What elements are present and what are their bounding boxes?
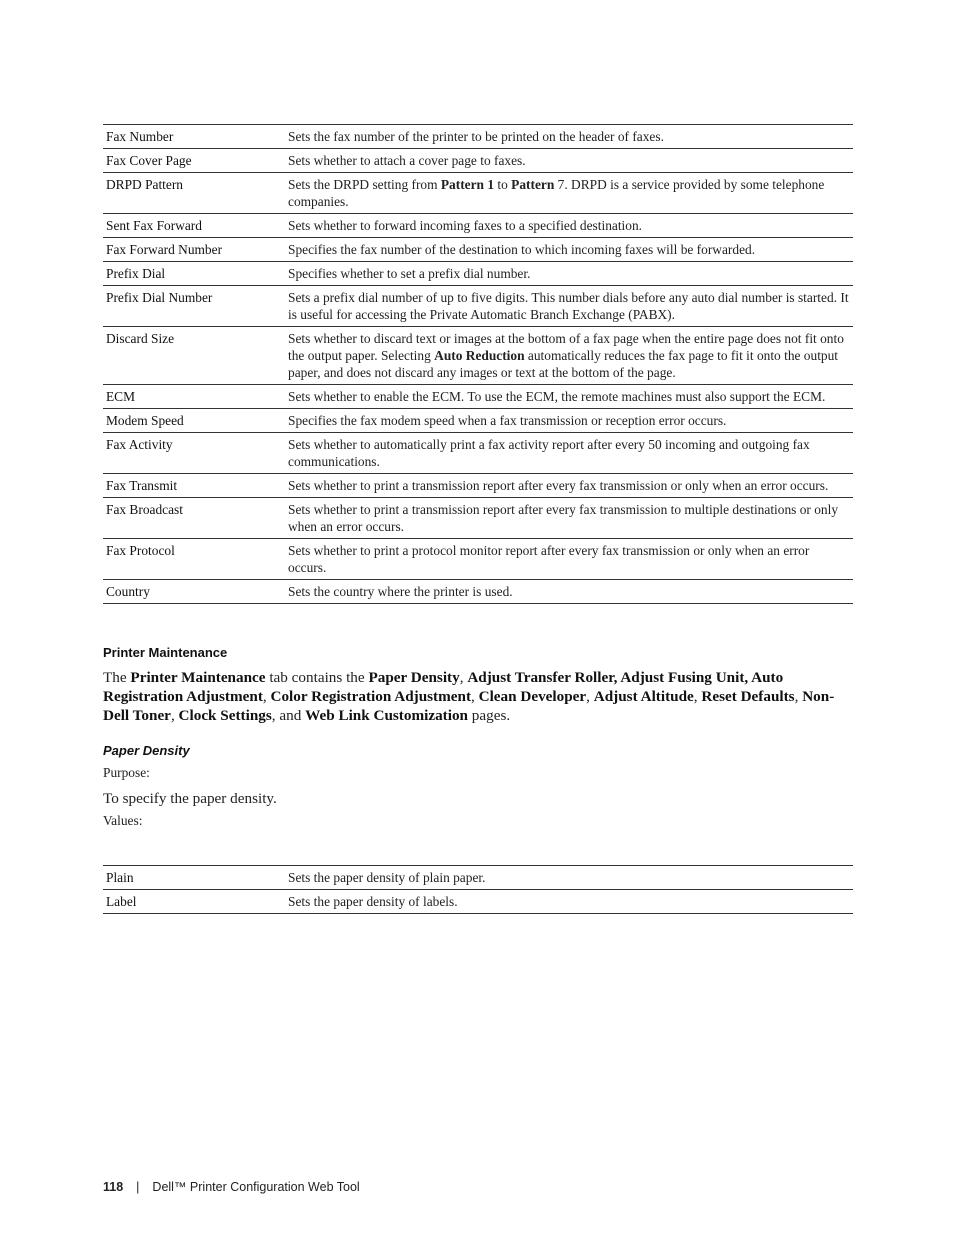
fax-settings-body (103, 125, 853, 604)
paper-density-row (103, 890, 853, 914)
fax-setting-description: Sets whether to enable the ECM. To use the ECM, the remote machines must also support the ECM. (288, 389, 826, 404)
paper-density-label: Plain (106, 870, 134, 885)
fax-setting-label: Discard Size (106, 331, 175, 346)
page-number: 118 (103, 1180, 124, 1194)
fax-setting-label: Fax Forward Number (106, 242, 223, 257)
fax-setting-description: Sets the DRPD setting from Pattern 1 to Pattern 7. DRPD is a service provided by some telephone companies. (288, 177, 825, 209)
fax-setting-label: Sent Fax Forward (106, 218, 202, 233)
fax-setting-description: Sets whether to forward incoming faxes to a specified destination. (288, 218, 643, 233)
page-footer (103, 1180, 360, 1194)
fax-setting-row (103, 539, 853, 580)
fax-setting-row (103, 498, 853, 539)
footer-title: Dell™ Printer Configuration Web Tool (152, 1180, 360, 1194)
paper-density-row (103, 866, 853, 890)
fax-setting-description: Sets whether to discard text or images at the bottom of a fax page when the entire page does not fit onto the output paper. Selecting Auto Reduction automatically reduces the fax page to fit it onto the output paper, and does not discard any images or text at the bottom of the page. (288, 331, 844, 380)
section-heading-printer-maintenance: Printer Maintenance (103, 645, 228, 660)
fax-setting-description: Specifies the fax number of the destination to which incoming faxes will be forwarded. (288, 242, 756, 257)
fax-setting-description: Sets whether to print a transmission report after every fax transmission or only when an error occurs. (288, 478, 829, 493)
fax-setting-label: Fax Number (106, 129, 174, 144)
fax-setting-label: Fax Broadcast (106, 502, 183, 517)
fax-setting-label: Fax Cover Page (106, 153, 192, 168)
fax-setting-row (103, 149, 853, 173)
fax-setting-row (103, 262, 853, 286)
fax-setting-label: Fax Activity (106, 437, 173, 452)
fax-setting-label: Prefix Dial Number (106, 290, 213, 305)
subsection-heading-paper-density: Paper Density (103, 743, 190, 758)
fax-setting-row (103, 125, 853, 149)
fax-settings-table (103, 124, 853, 604)
fax-setting-label: Fax Transmit (106, 478, 178, 493)
fax-setting-row (103, 238, 853, 262)
fax-setting-row (103, 214, 853, 238)
paper-density-label: Label (106, 894, 137, 909)
fax-setting-row (103, 173, 853, 214)
fax-setting-row (103, 580, 853, 604)
fax-setting-label: Modem Speed (106, 413, 184, 428)
fax-setting-description: Sets a prefix dial number of up to five digits. This number dials before any auto dial number is started. It is useful for accessing the Private Automatic Branch Exchange (PABX). (288, 290, 849, 322)
paper-density-table (103, 865, 853, 914)
fax-setting-description: Sets whether to print a protocol monitor report after every fax transmission or only when an error occurs. (288, 543, 810, 575)
paper-density-body (103, 866, 853, 914)
fax-setting-label: Prefix Dial (106, 266, 166, 281)
fax-setting-description: Sets whether to automatically print a fax activity report after every 50 incoming and outgoing fax communications. (288, 437, 810, 469)
fax-setting-row (103, 474, 853, 498)
fax-setting-row (103, 327, 853, 385)
paper-density-description: Sets the paper density of labels. (288, 894, 458, 909)
fax-setting-description: Specifies the fax modem speed when a fax transmission or reception error occurs. (288, 413, 727, 428)
footer-separator: | (136, 1180, 140, 1194)
purpose-label: Purpose: (103, 765, 150, 780)
fax-setting-label: Country (106, 584, 150, 599)
fax-setting-row (103, 409, 853, 433)
fax-setting-description: Sets whether to attach a cover page to faxes. (288, 153, 526, 168)
fax-setting-row (103, 385, 853, 409)
fax-setting-description: Sets the country where the printer is used. (288, 584, 513, 599)
paper-density-description: Sets the paper density of plain paper. (288, 870, 486, 885)
fax-setting-label: ECM (106, 389, 136, 404)
fax-setting-description: Specifies whether to set a prefix dial number. (288, 266, 531, 281)
printer-maintenance-intro: The Printer Maintenance tab contains the Paper Density, Adjust Transfer Roller, Adjust Fusing Unit, Auto Registration Adjustment, Color Registration Adjustment, Clean Developer, Adjust Altitude, Reset Defaults, Non-Dell Toner, Clock Settings, and Web Link Customization pages. (103, 669, 835, 724)
values-label: Values: (103, 813, 143, 828)
fax-setting-description: Sets whether to print a transmission report after every fax transmission to multiple destinations or only when an error occurs. (288, 502, 839, 534)
fax-setting-row (103, 433, 853, 474)
fax-setting-description: Sets the fax number of the printer to be printed on the header of faxes. (288, 129, 664, 144)
purpose-text: To specify the paper density. (103, 790, 277, 807)
fax-setting-label: Fax Protocol (106, 543, 175, 558)
fax-setting-row (103, 286, 853, 327)
fax-setting-label: DRPD Pattern (106, 177, 183, 192)
